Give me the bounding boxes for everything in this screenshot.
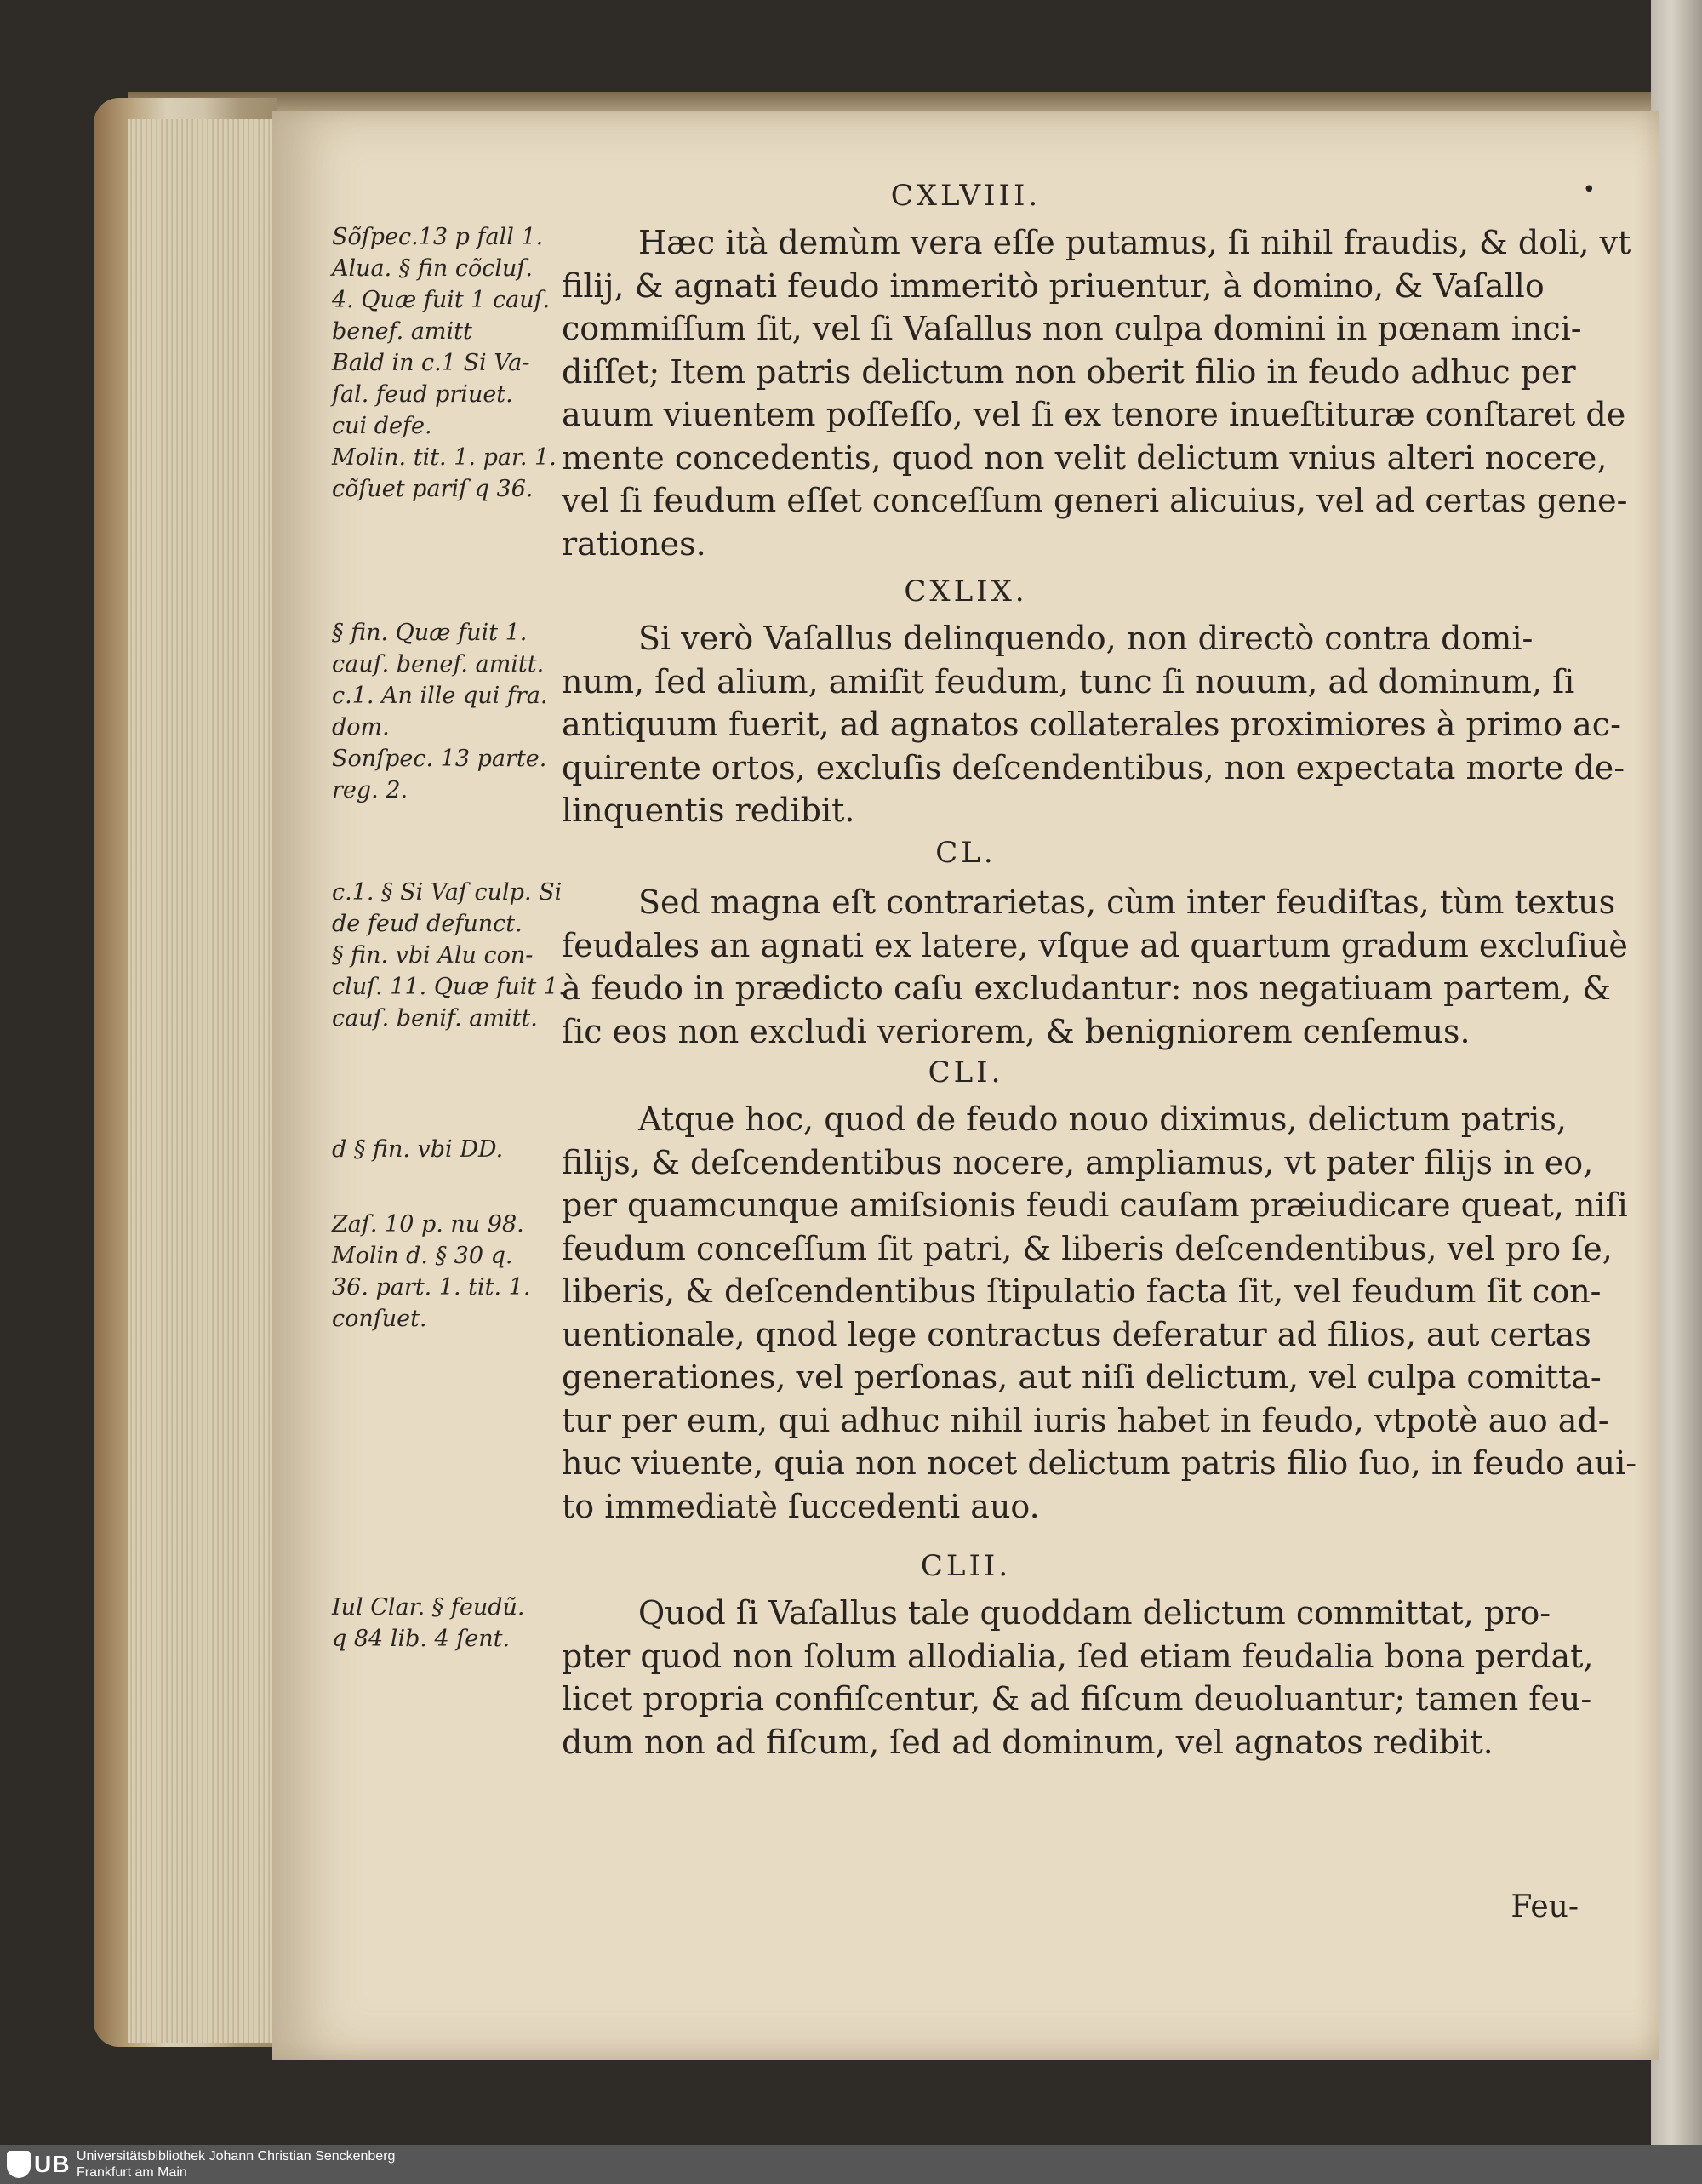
margin-line: cluſ. 11. Quæ fuit 1. (332, 974, 566, 1000)
margin-line: q 84 lib. 4 ſent. (332, 1626, 511, 1652)
paragraph-150 (562, 881, 1702, 1053)
text-line: linquentis redibit. (562, 792, 855, 829)
margin-line: ſal. feud priuet. (332, 381, 513, 408)
margin-note-152 (332, 1592, 553, 1655)
section-heading-150: CL. (935, 836, 997, 870)
margin-note-148 (332, 221, 557, 505)
margin-line: d § fin. vbi DD. (332, 1136, 504, 1163)
paragraph-152 (562, 1592, 1702, 1764)
text-line: mente concedentis, quod non velit delictum vnius alteri nocere, (562, 438, 1608, 477)
margin-line: cauſ. benef. amitt. (332, 651, 545, 677)
text-line: quirente ortos, excluſis deſcendentibus, non expectata morte de- (562, 748, 1625, 786)
text-line: Quod ſi Vaſallus tale quoddam delictum committat, pro- (638, 1594, 1551, 1632)
margin-line: cauſ. benif. amitt. (332, 1005, 538, 1032)
margin-line: cui defe. (332, 413, 432, 439)
text-line: liberis, & deſcendentibus ſtipulatio facta ſit, vel feudum ſit con- (562, 1272, 1602, 1310)
text-line: tur per eum, qui adhuc nihil iuris habet in feudo, vtpotè auo ad- (562, 1401, 1609, 1439)
margin-line: de feud defunct. (332, 911, 523, 937)
text-line: huc viuente, quia non nocet delictum patris filio ſuo, in feudo aui- (562, 1444, 1637, 1482)
margin-note-151a (332, 1134, 553, 1165)
page-mark: • (1582, 177, 1596, 203)
text-line: Si verò Vaſallus delinquendo, non directò contra domi- (638, 620, 1534, 657)
text-line: num, ſed alium, amiſit feudum, tunc ſi nouum, ad dominum, ſi (562, 662, 1575, 700)
margin-line: § fin. Quæ fuit 1. (332, 620, 528, 646)
margin-line: cõſuet pariſ q 36. (332, 476, 534, 502)
library-footer-bar (0, 2145, 1702, 2184)
paragraph-148 (562, 221, 1702, 565)
margin-line: Molin d. § 30 q. (332, 1243, 513, 1269)
margin-note-151b (332, 1209, 553, 1335)
text-line: filijs, & deſcendentibus nocere, ampliamus, vt pater filijs in eo, (562, 1143, 1594, 1181)
book-page (272, 111, 1659, 2060)
text-line: vel ſi feudum eſſet conceſſum generi alicuius, vel ad certas gene- (562, 482, 1628, 519)
text-line: uentionale, qnod lege contractus deferatur ad filios, aut certas (562, 1315, 1591, 1353)
margin-line: Alua. § fin cõcluſ. (332, 255, 533, 282)
margin-line: Zaſ. 10 p. nu 98. (332, 1211, 524, 1238)
text-line: licet propria confiſcentur, & ad fiſcum deuoluantur; tamen feu- (562, 1680, 1592, 1718)
text-line: to immediatè ſuccedenti auo. (562, 1487, 1040, 1525)
margin-line: Bald in c.1 Si Va- (332, 350, 530, 376)
text-line: feudum conceſſum ſit patri, & liberis deſcendentibus, vel pro ſe, (562, 1229, 1613, 1267)
library-name: Universitätsbibliothek Johann Christian Senckenberg (77, 2149, 396, 2164)
margin-line: Iul Clar. § feudũ. (332, 1594, 525, 1621)
margin-line: Sonſpec. 13 parte. (332, 746, 547, 772)
section-heading-148: CXLVIII. (890, 179, 1042, 213)
margin-line: benef. amitt (332, 318, 472, 345)
text-line: per quamcunque amiſsionis feudi cauſam præiudicare queat, niſi (562, 1186, 1628, 1224)
text-line: dum non ad fiſcum, ſed ad dominum, vel agnatos redibit. (562, 1723, 1494, 1761)
text-line: pter quod non ſolum allodialia, ſed etiam feudalia bona perdat, (562, 1637, 1594, 1675)
crest-icon (7, 2151, 31, 2178)
margin-line: reg. 2. (332, 777, 408, 803)
margin-line: Molin. tit. 1. par. 1. (332, 444, 557, 471)
paragraph-149 (562, 617, 1702, 832)
library-location: Frankfurt am Main (77, 2165, 187, 2180)
text-line: commiſſum ſit, vel ſi Vaſallus non culpa domini in pœnam inci- (562, 310, 1582, 347)
text-line: antiquum fuerit, ad agnatos collaterales proximiores à primo ac- (562, 706, 1621, 743)
page-stack (128, 119, 272, 2043)
text-line: diſſet; Item patris delictum non oberit filio in feudo adhuc per (562, 352, 1576, 391)
section-heading-151: CLI. (928, 1055, 1004, 1089)
margin-line: § fin. vbi Alu con- (332, 942, 534, 969)
margin-note-150 (332, 877, 566, 1034)
section-heading-152: CLII. (920, 1549, 1012, 1583)
ub-logo (7, 2150, 70, 2179)
text-line: feudales an agnati ex latere, vſque ad quartum gradum excluſiuè (562, 926, 1628, 964)
text-line: Atque hoc, quod de feudo nouo diximus, delictum patris, (638, 1101, 1567, 1138)
text-line: generationes, vel perſonas, aut niſi delictum, vel culpa comitta- (562, 1358, 1602, 1396)
text-line: auum viuentem poſſeſſo, vel ſi ex tenore inueſtituræ conſtaret de (562, 396, 1626, 433)
margin-line: c.1. An ille qui fra. (332, 683, 548, 709)
text-line: filij, & agnati feudo immeritò priuentur, à domino, & Vaſallo (562, 266, 1545, 305)
section-heading-149: CXLIX. (904, 575, 1028, 609)
text-line: Sed magna eſt contrarietas, cùm inter feudiſtas, tùm textus (638, 883, 1616, 921)
margin-line: conſuet. (332, 1306, 427, 1332)
margin-line: c.1. § Si Vaſ culp. Si (332, 879, 563, 906)
text-line: à feudo in prædicto caſu excludantur: nos negatiuam partem, & (562, 969, 1612, 1007)
margin-line: 36. part. 1. tit. 1. (332, 1274, 531, 1301)
margin-line: dom. (332, 714, 390, 740)
catchword: Feu- (1511, 1890, 1579, 1924)
text-line: rationes. (562, 524, 706, 563)
library-credit (77, 2148, 395, 2181)
logo-text: UB (34, 2151, 71, 2177)
text-line: Hæc ità demùm vera eſſe putamus, ſi nihil fraudis, & doli, vt (638, 224, 1631, 261)
margin-line: 4. Quæ fuit 1 cauſ. (332, 287, 551, 313)
margin-line: Sõſpec.13 p fall 1. (332, 224, 544, 250)
text-line: ſic eos non excludi veriorem, & benigniorem cenſemus. (562, 1012, 1471, 1050)
paragraph-151 (562, 1098, 1702, 1528)
margin-note-149 (332, 617, 553, 806)
